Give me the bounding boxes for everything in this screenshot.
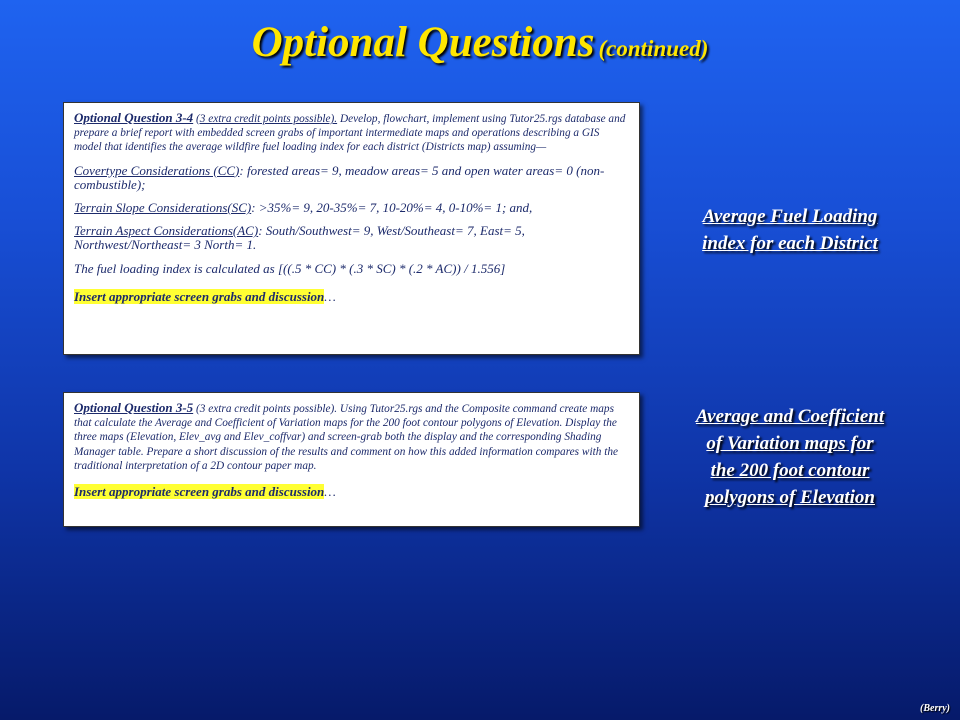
q35-insert: Insert appropriate screen grabs and discussion xyxy=(74,484,325,500)
title-sub: (continued) xyxy=(598,36,709,61)
q34-formula: The fuel loading index is calculated as [((.5 * CC) * (.3 * SC) * (.2 * AC)) / 1.556] xyxy=(74,260,506,276)
q34-credit: (3 extra credit points possible). xyxy=(196,113,338,125)
q35-ellipsis: … xyxy=(324,484,336,500)
side2-line4: polygons of Elevation xyxy=(705,487,875,508)
side2-line2: of Variation maps for xyxy=(706,433,874,454)
q34-intro-paragraph xyxy=(74,111,629,155)
side2-line1: Average and Coefficient xyxy=(695,406,885,427)
q34-ac-label: Terrain Aspect Considerations(AC) xyxy=(74,223,259,239)
side-label-fuel-loading xyxy=(650,203,930,257)
q35-heading: Optional Question 3-5 xyxy=(74,400,194,415)
side-label-coefficient-maps xyxy=(650,403,930,511)
slide-title xyxy=(0,18,960,67)
q34-sc-text: : >35%= 9, 20-35%= 7, 10-20%= 4, 0-10%= 1; and, xyxy=(251,200,533,216)
q34-slope xyxy=(74,201,629,215)
q34-covertype xyxy=(74,164,629,192)
q34-insert: Insert appropriate screen grabs and discussion xyxy=(74,288,325,304)
title-main: Optional Questions xyxy=(251,19,595,66)
q34-insert-line xyxy=(74,290,629,304)
q34-aspect xyxy=(74,224,629,252)
q35-insert-line xyxy=(74,485,629,499)
side2-line3: the 200 foot contour xyxy=(710,460,870,481)
q34-ac-text: : South/Southwest= 9, West/Southeast= 7, East= 5, Northwest/Northeast= 3 North= 1. xyxy=(74,223,525,253)
q35-paragraph xyxy=(74,401,629,473)
q34-cc-text: : forested areas= 9, meadow areas= 5 and open water areas= 0 (non-combustible); xyxy=(74,162,605,192)
q34-intro: Develop, flowchart, implement using Tutor25.rgs database and prepare a brief report with embedded screen grabs of important intermediate maps and operations describing a GIS model that identifies the average wildfire fuel loading index for each district (Districts map) assuming— xyxy=(74,113,626,154)
author-credit: (Berry) xyxy=(920,703,950,714)
q35-text: (3 extra credit points possible). Using Tutor25.rgs and the Composite command create maps that calculate the Average and Coefficient of Variation maps for the 200 foot contour polygons of Elevation. Display the three maps (Elevation, Elev_avg and Elev_coffvar) and screen-grab both the display and the corresponding Shading Manager table. Prepare a short discussion of the results and comment on how this added information compares with the traditional interpretation of a 2D contour paper map. xyxy=(74,403,618,472)
q34-cc-label: Covertype Considerations (CC) xyxy=(74,162,240,178)
question-3-4-box xyxy=(63,102,640,355)
side1-line1: Average Fuel Loading xyxy=(702,206,878,227)
q34-ellipsis: … xyxy=(324,288,336,304)
side1-line2: index for each District xyxy=(702,233,878,254)
question-3-5-box xyxy=(63,392,640,527)
q34-sc-label: Terrain Slope Considerations(SC) xyxy=(74,200,252,216)
q34-heading: Optional Question 3-4 xyxy=(74,110,194,125)
